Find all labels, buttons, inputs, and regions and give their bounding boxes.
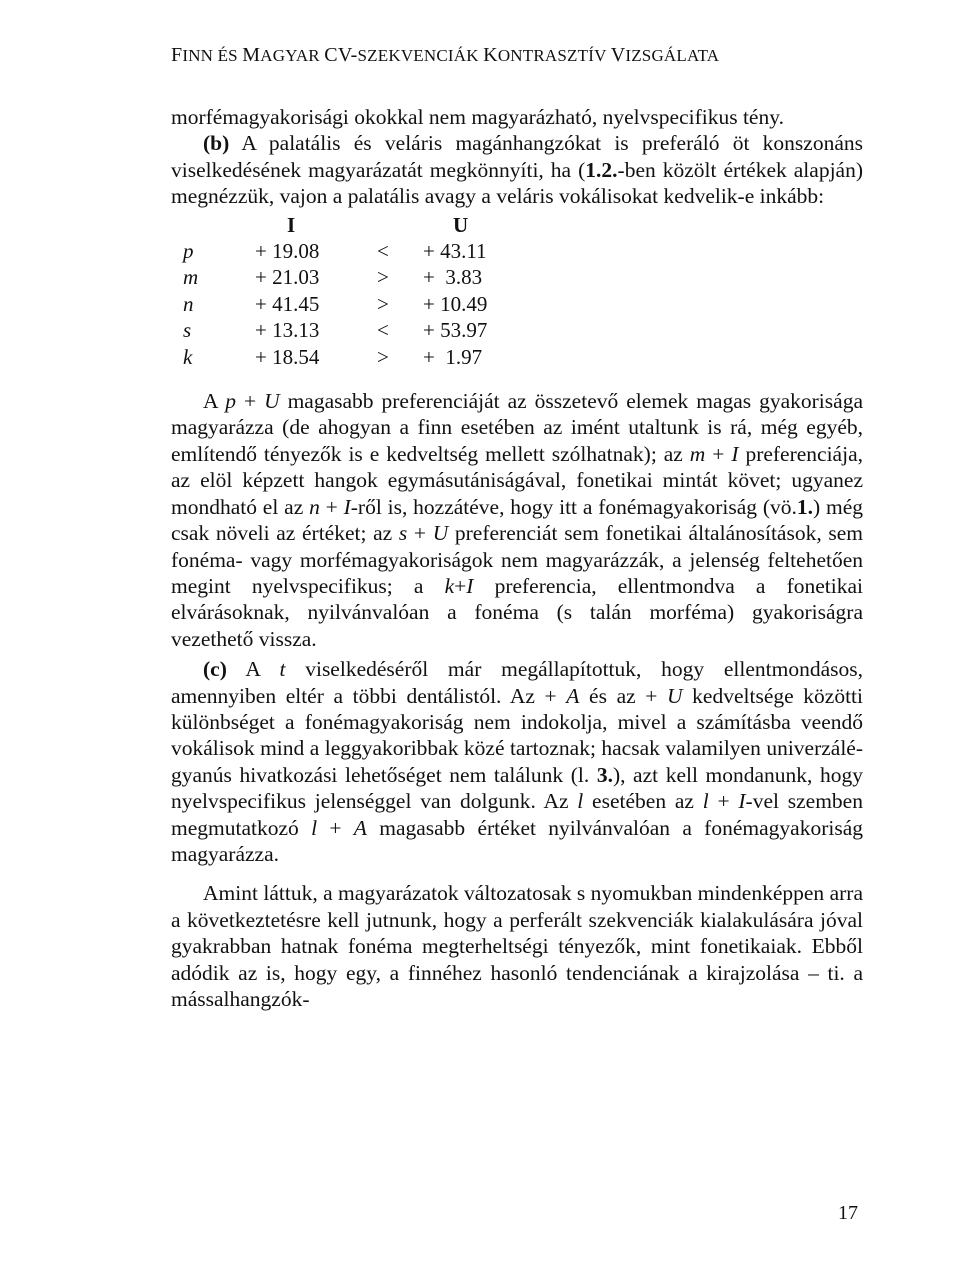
i-value-cell: + 13.13	[255, 318, 320, 343]
relation-cell: >	[377, 344, 389, 369]
segment-cell: n	[183, 291, 194, 316]
table-row	[171, 317, 553, 343]
i-value-cell: + 41.45	[255, 291, 320, 316]
paragraph-c: (c) A t viselkedéséről már megállapítottuk, hogy ellentmondásos, amennyiben eltér a többi dentálistól. Az + A és az + U kedveltsége közötti különbséget a fonémagyakoriság nem indokolja, mivel a számításba veendő vokálisok mind a leggyakoribbak közé tartoznak; hacsak valamilyen univerzálé-gyanús hivatkozási lehetőséget nem találunk (l. 3.), azt kell mondanunk, hogy nyelvspecifikus jelenséggel van dolgunk. Az l esetében az l + I-vel szemben megmutatkozó l + A magasabb értéket nyilvánvalóan a fonémagyakoriság magyarázza.	[171, 657, 864, 866]
segment-cell: s	[183, 318, 192, 343]
i-value-cell: + 19.08	[255, 239, 320, 264]
relation-cell: >	[377, 265, 389, 290]
paragraph-p-u: A p + U magasabb preferenciáját az összetevő elemek magas gyakorisága magyarázza (de ahogyan a finn esetében az imént utaltunk is rá, még egyéb, említendő tényezők is e kedveltség mellett szólhatnak); az m + I preferenciája, az elöl képzett hangok egymásutániságával, fonetikai mintát követ; ugyanez mondható el az n + I-ről is, hozzátéve, hogy itt a fonémagyakoriság (vö.1.) még csak növeli az értéket; az s + U preferenciát sem fonetikai általánosítások, sem fonéma- vagy morfémagyakoriságok nem magyarázzák, a jelenség feltehetően megint nyelvspecifikus; a k+I preferencia, ellentmondva a fonetikai elvárásoknak, nyilvánvalóan a fonéma (s talán morféma) gyakoriságra vezethető vissza.	[171, 389, 863, 651]
table-row	[171, 344, 553, 370]
column-header-u: U	[453, 212, 469, 237]
u-value-cell: + 3.83	[423, 265, 483, 290]
column-header-i: I	[287, 212, 296, 237]
u-value-cell: + 10.49	[423, 291, 488, 316]
table-row	[171, 264, 553, 290]
table-row	[171, 291, 553, 317]
paragraph-b: (b) A palatális és veláris magánhangzókat is preferáló öt konszonáns viselkedésének magyarázatát megkönnyíti, ha (1.2.-ben közölt értékek alapján) megnézzük, vajon a palatális avagy a veláris vokálisokat kedvelik-e inkább:	[171, 131, 863, 209]
relation-cell: <	[377, 318, 389, 343]
u-value-cell: + 1.97	[423, 344, 483, 369]
paragraph-1: morfémagyakorisági okokkal nem magyarázható, nyelvspecifikus tény.	[171, 105, 784, 129]
relation-cell: >	[377, 291, 389, 316]
page-number: 17	[838, 1202, 858, 1224]
relation-cell: <	[377, 239, 389, 264]
segment-cell: k	[183, 344, 193, 369]
u-value-cell: + 43.11	[423, 239, 487, 264]
i-value-cell: + 18.54	[255, 344, 320, 369]
segment-cell: m	[183, 265, 199, 290]
table-header-row	[171, 212, 553, 238]
table-row	[171, 238, 553, 264]
paragraph-conclusion: Amint láttuk, a magyarázatok változatosak s nyomukban mindenképpen arra a következtetésre kell jutnunk, hogy a perferált szekvenciák kialakulására jóval gyakrabban hatnak fonéma megterheltségi tényezők, mint fonetikaiak. Ebből adódik az is, hogy egy, a finnéhez hasonló tendenciának a kirajzolása – ti. a mássalhangzók-	[171, 881, 863, 1011]
preference-table	[171, 212, 553, 370]
u-value-cell: + 53.97	[423, 318, 488, 343]
i-value-cell: + 21.03	[255, 265, 320, 290]
running-head: FINN ÉS MAGYAR CV-SZEKVENCIÁK KONTRASZTÍV VIZSGÁLATA	[171, 44, 720, 66]
body-text	[171, 104, 863, 1012]
segment-cell: p	[183, 239, 194, 264]
